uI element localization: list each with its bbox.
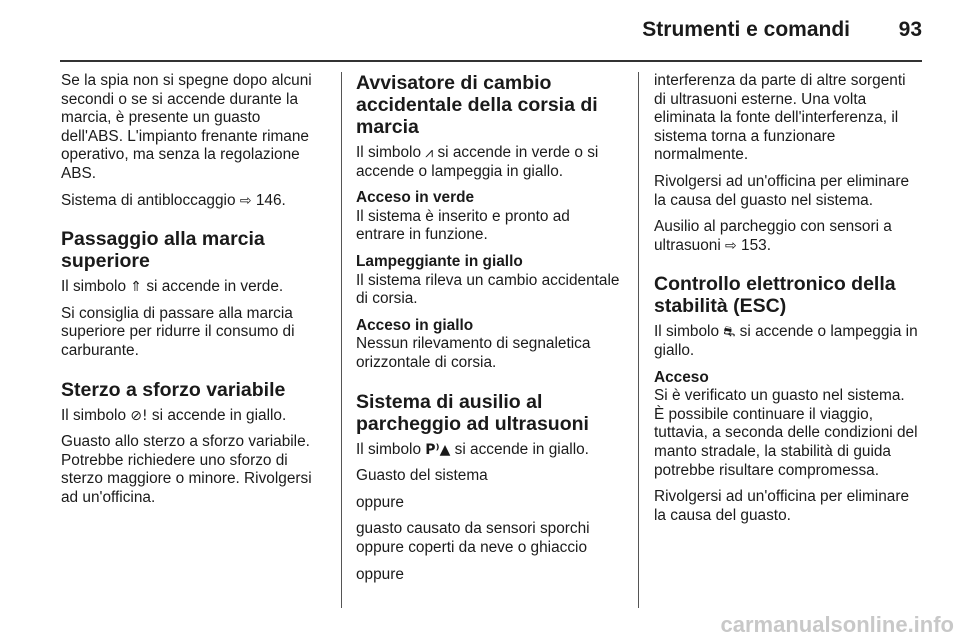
column-3	[654, 72, 918, 533]
esc-workshop-text: Rivolgersi ad un'officina per eliminare la causa del guasto.	[654, 488, 910, 524]
upshift-advice: Si consiglia di passare alla marcia superiore per ridurre il consumo di carburante.	[61, 304, 295, 359]
green-text: Il sistema è inserito e pronto ad entrare in funzione.	[356, 207, 570, 244]
esc-fault-text: Si è verificato un guasto nel sistema. È possibile continuare il viaggio, tuttavia, a seconda delle condizioni del manto stradale, la stabilità di guida potrebbe risultare compromessa.	[654, 387, 918, 479]
header-title: Strumenti e comandi	[642, 18, 850, 41]
section-title-parking: Sistema di ausilio al parcheggio ad ultrasuoni	[356, 390, 589, 435]
page-header	[0, 0, 960, 62]
subheading-on: Acceso	[654, 368, 709, 386]
lane-departure-icon: ⩘	[425, 145, 434, 161]
workshop-text: Rivolgersi ad un'officina per eliminare la causa del guasto nel sistema.	[654, 172, 910, 209]
abs-reference: Sistema di antibloccaggio ⇨ 146.	[61, 191, 286, 209]
section-title-upshift: Passaggio alla marcia superiore	[61, 228, 265, 273]
parking-reference: Ausilio al parcheggio con sensori a ultrasuoni ⇨ 153.	[654, 218, 892, 254]
yellow-text: Nessun rilevamento di segnaletica orizzontale di corsia.	[356, 335, 591, 371]
header-rule	[60, 60, 922, 62]
subheading-green: Acceso in verde	[356, 189, 475, 207]
parking-or-2: oppure	[356, 565, 404, 583]
section-title-esc: Controllo elettronico della stabilità (ESC)	[654, 273, 896, 318]
column-1	[61, 72, 325, 516]
parking-assist-icon: P⁾▲	[425, 441, 451, 458]
watermark: carmanualsonline.info	[720, 612, 954, 637]
abs-paragraph: Se la spia non si spegne dopo alcuni secondi o se si accende durante la marcia, è presente un guasto dell'ABS. L'impianto frenante rimane operativo, ma senza la regolazione ABS.	[61, 72, 312, 182]
esc-symbol-text: Il simbolo ⛐ si accende o lampeggia in giallo.	[654, 323, 918, 359]
parking-fault-text: Guasto del sistema	[356, 467, 488, 485]
parking-symbol-text: Il simbolo P⁾▲ si accende in giallo.	[356, 440, 589, 458]
subheading-yellow: Acceso in giallo	[356, 316, 474, 334]
interference-text: interferenza da parte di altre sorgenti di ultrasuoni esterne. Una volta eliminata la fonte dell'interferenza, il sistema torna a funzionare normalmente.	[654, 72, 906, 164]
upshift-icon: ⇑	[130, 279, 143, 296]
parking-or-1: oppure	[356, 493, 404, 511]
subheading-blink: Lampeggiante in giallo	[356, 252, 523, 270]
esc-icon: ⛐	[723, 324, 736, 341]
section-title-steering: Sterzo a sforzo variabile	[61, 378, 286, 401]
column-divider	[341, 72, 342, 608]
lane-symbol-text: Il simbolo ⩘ si accende in verde o si accende o lampeggia in giallo.	[356, 144, 599, 180]
section-title-lane-departure: Avvisatore di cambio accidentale della corsia di marcia	[356, 72, 598, 138]
reference-arrow-icon: ⇨	[725, 237, 737, 254]
parking-sensors-text: guasto causato da sensori sporchi oppure coperti da neve o ghiaccio	[356, 520, 590, 556]
page-number: 93	[898, 18, 922, 41]
blink-text: Il sistema rileva un cambio accidentale di corsia.	[356, 271, 620, 308]
steering-fault-text: Guasto allo sterzo a sforzo variabile. Potrebbe richiedere uno sforzo di sterzo maggiore o minore. Rivolgersi ad un'officina.	[61, 433, 312, 506]
column-divider	[638, 72, 639, 608]
column-2	[356, 72, 620, 592]
steering-warning-icon: ⊘!	[130, 407, 148, 424]
reference-arrow-icon: ⇨	[239, 192, 252, 209]
upshift-symbol-text: Il simbolo ⇑ si accende in verde.	[61, 278, 284, 296]
steering-symbol-text: Il simbolo ⊘! si accende in giallo.	[61, 406, 287, 424]
